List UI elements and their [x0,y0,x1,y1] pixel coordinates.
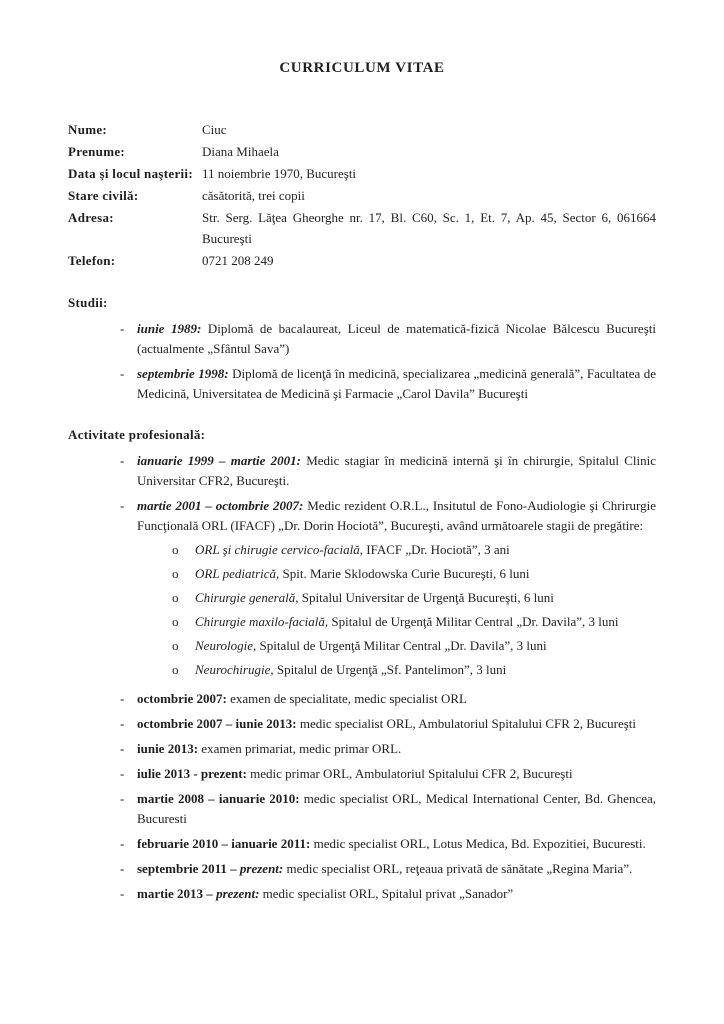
list-item [120,364,656,404]
info-value: căsătorită, trei copii [202,188,305,203]
studii-list [120,319,656,404]
list-item [120,714,656,734]
sub-list-item [172,660,656,680]
dash-bullet-marker: - [120,716,125,731]
info-label: Prenume: [68,144,126,159]
item-description: IFACF „Dr. Hociotă”, 3 ani [366,542,510,557]
list-item-body [137,884,656,904]
circle-bullet-marker: o [172,590,179,605]
list-item-body [137,451,656,491]
info-row-stare-civila [68,185,656,206]
dash-bullet-marker: - [120,836,125,851]
section-heading-studii: Studii: [68,295,108,310]
dash-bullet-marker: - [120,861,125,876]
item-description: Spitalul de Urgenţă Militar Central „Dr. Davila”, 3 luni [331,614,619,629]
list-item [120,319,656,359]
date-lead: octombrie 2007: [137,691,227,706]
circle-bullet-marker: o [172,614,179,629]
activitate-list [120,451,656,904]
item-description: Medic stagiar în medicină internă şi în chirurgie, Spitalul Clinic Universitar CFR2, Bucureşti. [137,453,657,488]
item-description: medic specialist ORL, Ambulatoriul Spitalului CFR 2, Bucureşti [299,716,637,731]
item-description: Medic rezident O.R.L., Insitutul de Fono-Audiologie şi Chrirurgie Funcţională ORL (IFACF) „Dr. Dorin Hociotă”, Bucureşti, având următoarele stagii de pregătire: [137,498,656,533]
item-description: Spit. Marie Sklodowska Curie Bucureşti, 6 luni [282,566,530,581]
sub-list-item [172,540,656,560]
list-item-text [137,496,656,536]
info-label: Stare civilă: [68,188,139,203]
item-description: medic specialist ORL, Spitalul privat „Sanador” [262,886,514,901]
prezent-lead: prezent: [239,861,284,876]
list-item [120,689,656,709]
item-description: examen primariat, medic primar ORL. [201,741,402,756]
list-item-text [137,739,656,759]
prezent-lead: prezent: [216,886,260,901]
item-description: Spitalul Universitar de Urgenţă Bucureşti, 6 luni [301,590,554,605]
list-item [120,496,656,684]
date-lead: februarie 2010 – ianuarie 2011: [137,836,311,851]
date-lead: iunie 2013: [137,741,199,756]
info-value: Ciuc [202,122,227,137]
date-lead: septembrie 1998: [137,366,229,381]
list-item-text [137,451,656,491]
specialty-lead: ORL pediatrică, [195,566,280,581]
list-item-body [137,859,656,879]
list-item-body [137,319,656,359]
item-description: Spitalul de Urgenţă „Sf. Pantelimon”, 3 luni [276,662,507,677]
section-heading-activitate: Activitate profesională: [68,427,206,442]
list-item [120,859,656,879]
info-row-adresa [68,207,656,249]
list-item [120,884,656,904]
info-row-prenume [68,141,656,162]
info-row-nume [68,119,656,140]
list-item [120,739,656,759]
dash-bullet-marker: - [120,791,125,806]
item-description: Diplomă de licenţă în medicină, specializarea „medicină generală”, Facultatea de Medicină, Universitatea de Medicină şi Farmacie „Carol Davila” Bucureşti [137,366,657,401]
page-title: CURRICULUM VITAE [279,60,445,76]
list-item-body [137,689,656,709]
circle-bullet-marker: o [172,542,179,557]
list-item-body [137,764,656,784]
specialty-lead: Chirurgie generală, [195,590,299,605]
date-lead: septembrie 2011 – [137,861,237,876]
list-item-text [137,834,656,854]
list-item-text [137,789,656,829]
list-item-text [137,319,656,359]
item-description: Diplomă de bacalaureat, Liceul de matematică-fizică Nicolae Bălcescu Bucureşti (actualmente „Sfântul Sava”) [137,321,656,356]
stagii-sublist [172,540,656,680]
list-item [120,451,656,491]
item-description: medic specialist ORL, Lotus Medica, Bd. Expozitiei, Bucuresti. [313,836,646,851]
info-value: 11 noiembrie 1970, Bucureşti [202,166,357,181]
info-value: Str. Serg. Lăţea Gheorghe nr. 17, Bl. C60, Sc. 1, Et. 7, Ap. 45, Sector 6, 061664 Bucureşti [202,210,656,246]
list-item-text [137,364,656,404]
date-lead: martie 2013 – [137,886,213,901]
specialty-lead: Neurologie, [195,638,257,653]
list-item-body [137,789,656,829]
dash-bullet-marker: - [120,886,125,901]
dash-bullet-marker: - [120,453,125,468]
list-item-body [137,739,656,759]
sub-list-item [172,636,656,656]
sub-list-item-text [195,636,656,656]
sub-list-item [172,588,656,608]
sub-list-item-text [195,540,656,560]
item-description: medic specialist ORL, reţeaua privată de sănătate „Regina Maria”. [286,861,633,876]
specialty-lead: Chirurgie maxilo-facială, [195,614,329,629]
list-item-body [137,714,656,734]
list-item [120,764,656,784]
list-item [120,789,656,829]
circle-bullet-marker: o [172,638,179,653]
date-lead: iulie 2013 - prezent: [137,766,247,781]
sub-list-item-text [195,588,656,608]
item-description: examen de specialitate, medic specialist ORL [230,691,467,706]
date-lead: ianuarie 1999 – martie 2001: [137,453,301,468]
list-item-text [137,884,656,904]
circle-bullet-marker: o [172,566,179,581]
list-item-body [137,496,656,684]
date-lead: martie 2001 – octombrie 2007: [137,498,304,513]
circle-bullet-marker: o [172,662,179,677]
dash-bullet-marker: - [120,691,125,706]
list-item-body [137,834,656,854]
sub-list-item [172,564,656,584]
list-item-text [137,859,656,879]
info-value: 0721 208 249 [202,253,274,268]
personal-info-section [68,119,656,271]
item-description: medic specialist ORL, Medical International Center, Bd. Ghencea, Bucuresti [137,791,656,826]
info-value: Diana Mihaela [202,144,279,159]
specialty-lead: ORL şi chirugie cervico-facială, [195,542,364,557]
sub-list-item-text [195,660,656,680]
list-item-text [137,764,656,784]
dash-bullet-marker: - [120,498,125,513]
info-row-telefon [68,250,656,271]
dash-bullet-marker: - [120,321,125,336]
item-description: Spitalul de Urgenţă Militar Central „Dr. Davila”, 3 luni [259,638,547,653]
list-item-text [137,689,656,709]
sub-list-item [172,612,656,632]
dash-bullet-marker: - [120,741,125,756]
list-item-body [137,364,656,404]
date-lead: octombrie 2007 – iunie 2013: [137,716,297,731]
date-lead: iunie 1989: [137,321,202,336]
sub-list-item-text [195,564,656,584]
dash-bullet-marker: - [120,366,125,381]
info-label: Telefon: [68,253,116,268]
specialty-lead: Neurochirugie, [195,662,274,677]
item-description: medic primar ORL, Ambulatoriul Spitalului CFR 2, Bucureşti [250,766,573,781]
sub-list-item-text [195,612,656,632]
list-item-text [137,714,656,734]
dash-bullet-marker: - [120,766,125,781]
info-label: Data şi locul naşterii: [68,166,193,181]
info-label: Adresa: [68,210,114,225]
info-row-data-nasterii [68,163,656,184]
info-label: Nume: [68,122,108,137]
list-item [120,834,656,854]
date-lead: martie 2008 – ianuarie 2010: [137,791,300,806]
